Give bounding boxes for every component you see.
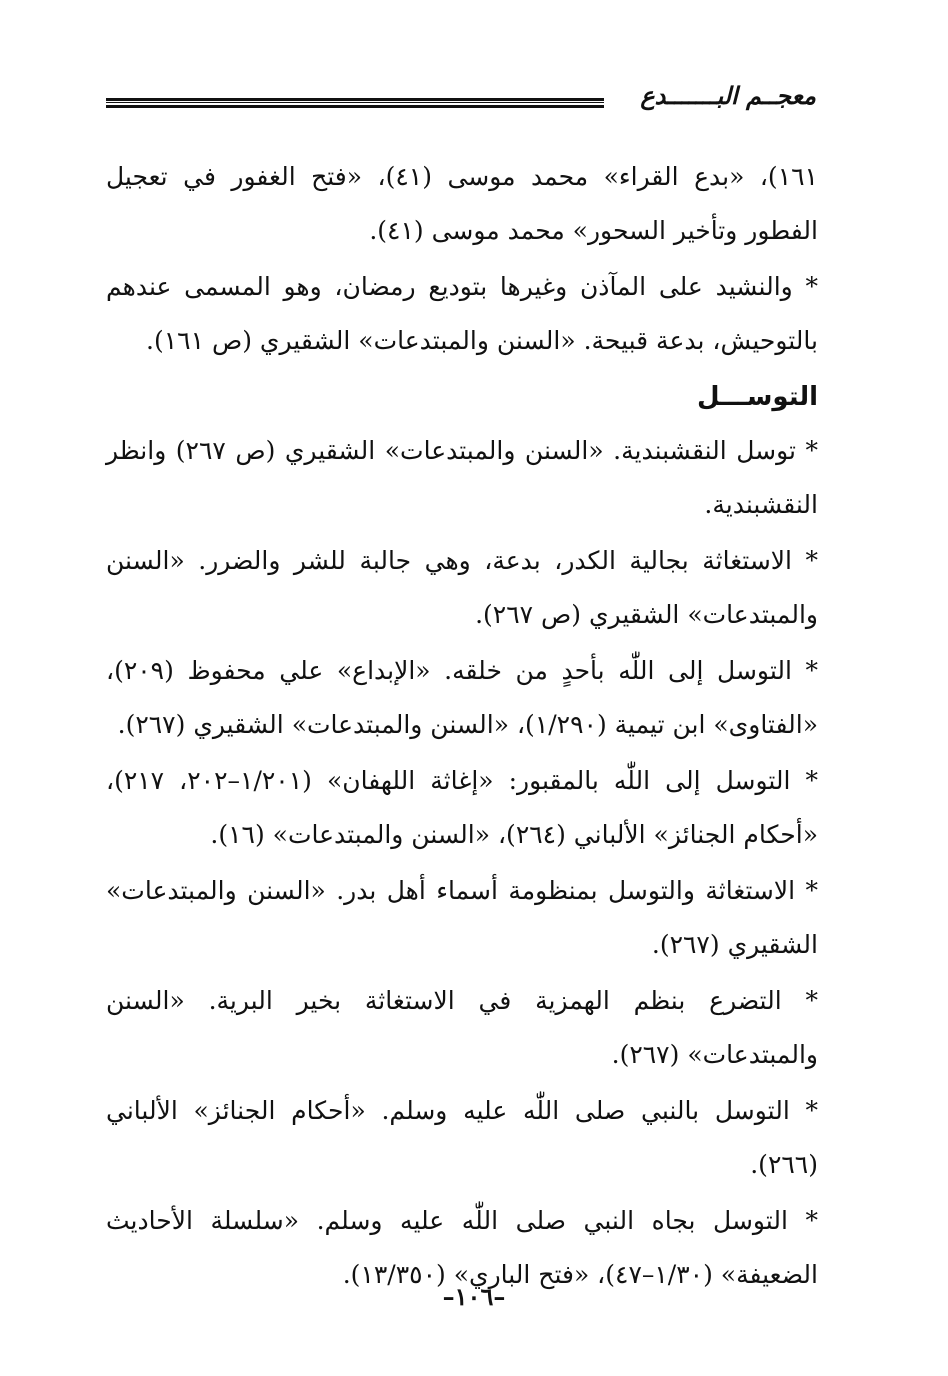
page-number: –١٠٦– xyxy=(442,1282,506,1311)
page-body xyxy=(106,150,818,1304)
entry-paragraph: * الاستغاثة والتوسل بمنظومة أسماء أهل بدر. «السنن والمبتدعات» الشقيري (٢٦٧). xyxy=(106,876,818,959)
section-heading: التوســـل xyxy=(696,382,818,412)
entry-paragraph: * التوسل إلى اللّٰه بالمقبور: «إغاثة اللهفان» (١/٢٠١–٢٠٢، ٢١٧)، «أحكام الجنائز» الألباني (٢٦٤)، «السنن والمبتدعات» (١٦). xyxy=(106,766,819,849)
header-rule xyxy=(106,98,604,108)
page-header xyxy=(106,78,816,118)
entry-paragraph: * التوسل إلى اللّٰه بأحدٍ من خلقه. «الإبداع» علي محفوظ (٢٠٩)، «الفتاوى» ابن تيمية (١/٢٩٠)، «السنن والمبتدعات» الشقيري (٢٦٧). xyxy=(106,656,818,739)
paragraph: * والنشيد على المآذن وغيرها بتوديع رمضان، وهو المسمى عندهم بالتوحيش، بدعة قبيحة. «السنن والمبتدعات» الشقيري (ص ١٦١). xyxy=(106,272,818,355)
entry-paragraph: * توسل النقشبندية. «السنن والمبتدعات» الشقيري (ص ٢٦٧) وانظر النقشبندية. xyxy=(106,436,819,519)
running-title: معجــم البـــــــدع xyxy=(640,82,816,110)
paragraph: ١٦١)، «بدع القراء» محمد موسى (٤١)، «فتح الغفور في تعجيل الفطور وتأخير السحور» محمد موسى (٤١). xyxy=(106,162,818,245)
entry-paragraph: * الاستغاثة بجالية الكدر، بدعة، وهي جالبة للشر والضرر. «السنن والمبتدعات» الشقيري (ص ٢٦٧). xyxy=(106,546,818,629)
entry-paragraph: * التوسل بالنبي صلى اللّٰه عليه وسلم. «أحكام الجنائز» الألباني (٢٦٦). xyxy=(106,1096,818,1179)
entry-paragraph: * التضرع بنظم الهمزية في الاستغاثة بخير البرية. «السنن والمبتدعات» (٢٦٧). xyxy=(106,986,818,1069)
entry-paragraph: * التوسل بجاه النبي صلى اللّٰه عليه وسلم. «سلسلة الأحاديث الضعيفة» (١/٣٠–٤٧)، «فتح الباري» (١٣/٣٥٠). xyxy=(106,1206,818,1289)
